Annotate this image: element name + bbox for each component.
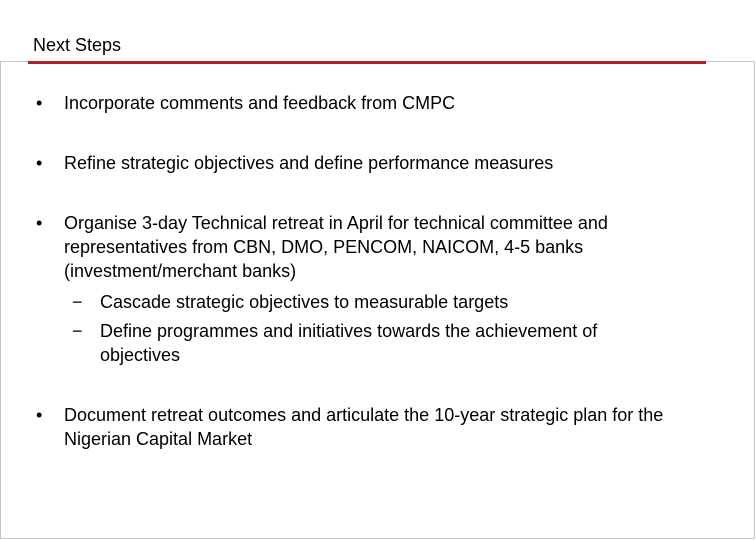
sub-bullet-dash: − — [72, 321, 83, 341]
title-underline — [28, 61, 706, 64]
bullet-text: Document retreat outcomes and articulate the 10-year strategic plan for the Nigerian Capital Market — [64, 405, 664, 449]
bullet-dot: • — [36, 213, 43, 233]
sub-bullet-text: Define programmes and initiatives towards the achievement of objectives — [100, 321, 598, 365]
bullet-dot: • — [36, 93, 43, 113]
bullet-dot: • — [36, 405, 43, 425]
bullet-dot: • — [36, 153, 43, 173]
slide-title: Next Steps — [33, 35, 122, 55]
bullet-text: Organise 3-day Technical retreat in April for technical committee and representatives from CBN, DMO, PENCOM, NAICOM, 4-5 banks (investment/merchant banks) — [64, 213, 608, 281]
bullet-text: Refine strategic objectives and define performance measures — [64, 153, 554, 173]
sub-bullet-dash: − — [72, 292, 83, 312]
bullet-text: Incorporate comments and feedback from CMPC — [64, 93, 456, 113]
sub-bullet-text: Cascade strategic objectives to measurable targets — [100, 292, 509, 312]
